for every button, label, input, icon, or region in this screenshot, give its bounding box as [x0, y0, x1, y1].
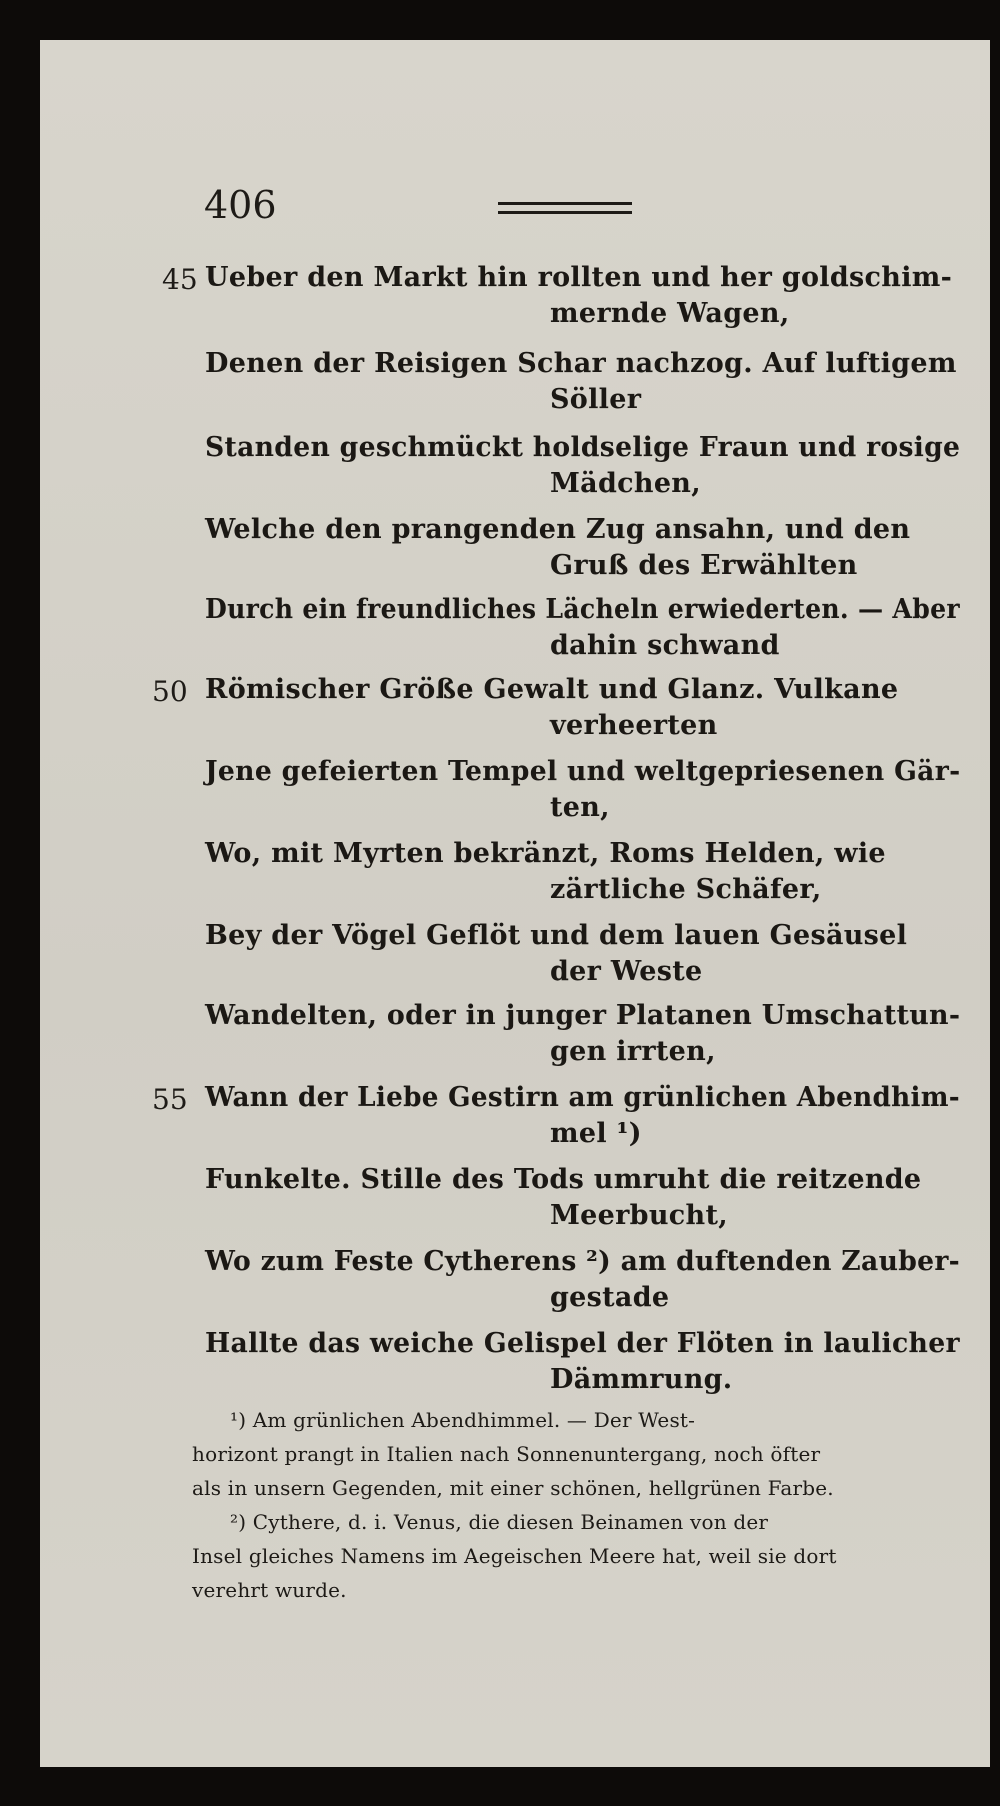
verse-line: Wandelten, oder in junger Platanen Umschattun-	[205, 1000, 961, 1031]
book-page	[40, 40, 990, 1767]
page-number: 406	[204, 183, 277, 227]
verse-line-continuation: mernde Wagen,	[550, 298, 790, 329]
verse-line-continuation: dahin schwand	[550, 630, 780, 661]
verse-line-number: 45	[162, 263, 198, 296]
footnote-line: ¹) Am grünlichen Abendhimmel. — Der West-	[230, 1408, 696, 1432]
verse-line-continuation: mel ¹)	[550, 1118, 642, 1149]
verse-line: Hallte das weiche Gelispel der Flöten in laulicher	[205, 1328, 960, 1359]
verse-line-continuation: der Weste	[550, 956, 703, 987]
verse-line-continuation: Mädchen,	[550, 468, 701, 499]
verse-line-continuation: verheerten	[550, 710, 718, 741]
verse-line: Ueber den Markt hin rollten und her goldschim-	[205, 262, 953, 293]
verse-line-continuation: Dämmrung.	[550, 1364, 733, 1395]
verse-line: Römischer Größe Gewalt und Glanz. Vulkane	[205, 674, 899, 705]
footnote-line: verehrt wurde.	[192, 1578, 347, 1602]
verse-line: Wo, mit Myrten bekränzt, Roms Helden, wie	[205, 838, 886, 869]
verse-line: Bey der Vögel Geflöt und dem lauen Gesäusel	[205, 920, 908, 951]
verse-line-number: 50	[152, 675, 188, 708]
header-double-rule	[498, 202, 632, 214]
footnote-line: Insel gleiches Namens im Aegeischen Meere hat, weil sie dort	[192, 1544, 837, 1568]
verse-line: Denen der Reisigen Schar nachzog. Auf luftigem	[205, 348, 957, 379]
verse-line: Wann der Liebe Gestirn am grünlichen Abendhim-	[205, 1082, 960, 1113]
verse-line-continuation: ten,	[550, 792, 610, 823]
footnote-line: als in unsern Gegenden, mit einer schönen, hellgrünen Farbe.	[192, 1476, 834, 1500]
verse-line-continuation: Meerbucht,	[550, 1200, 728, 1231]
verse-line: Welche den prangenden Zug ansahn, und den	[205, 514, 911, 545]
verse-line: Wo zum Feste Cytherens ²) am duftenden Zauber-	[205, 1246, 961, 1277]
verse-line-continuation: zärtliche Schäfer,	[550, 874, 822, 905]
verse-line: Jene gefeierten Tempel und weltgepriesenen Gär-	[205, 756, 961, 787]
verse-line: Standen geschmückt holdselige Fraun und rosige	[205, 432, 961, 463]
verse-line: Durch ein freundliches Lächeln erwiederten. — Aber	[205, 594, 960, 625]
verse-line-continuation: Söller	[550, 384, 642, 415]
verse-line-number: 55	[152, 1083, 188, 1116]
verse-line: Funkelte. Stille des Tods umruht die reitzende	[205, 1164, 922, 1195]
verse-line-continuation: Gruß des Erwählten	[550, 550, 858, 581]
verse-line-continuation: gestade	[550, 1282, 670, 1313]
footnote-line: horizont prangt in Italien nach Sonnenuntergang, noch öfter	[192, 1442, 821, 1466]
verse-line-continuation: gen irrten,	[550, 1036, 716, 1067]
footnote-line: ²) Cythere, d. i. Venus, die diesen Beinamen von der	[230, 1510, 769, 1534]
